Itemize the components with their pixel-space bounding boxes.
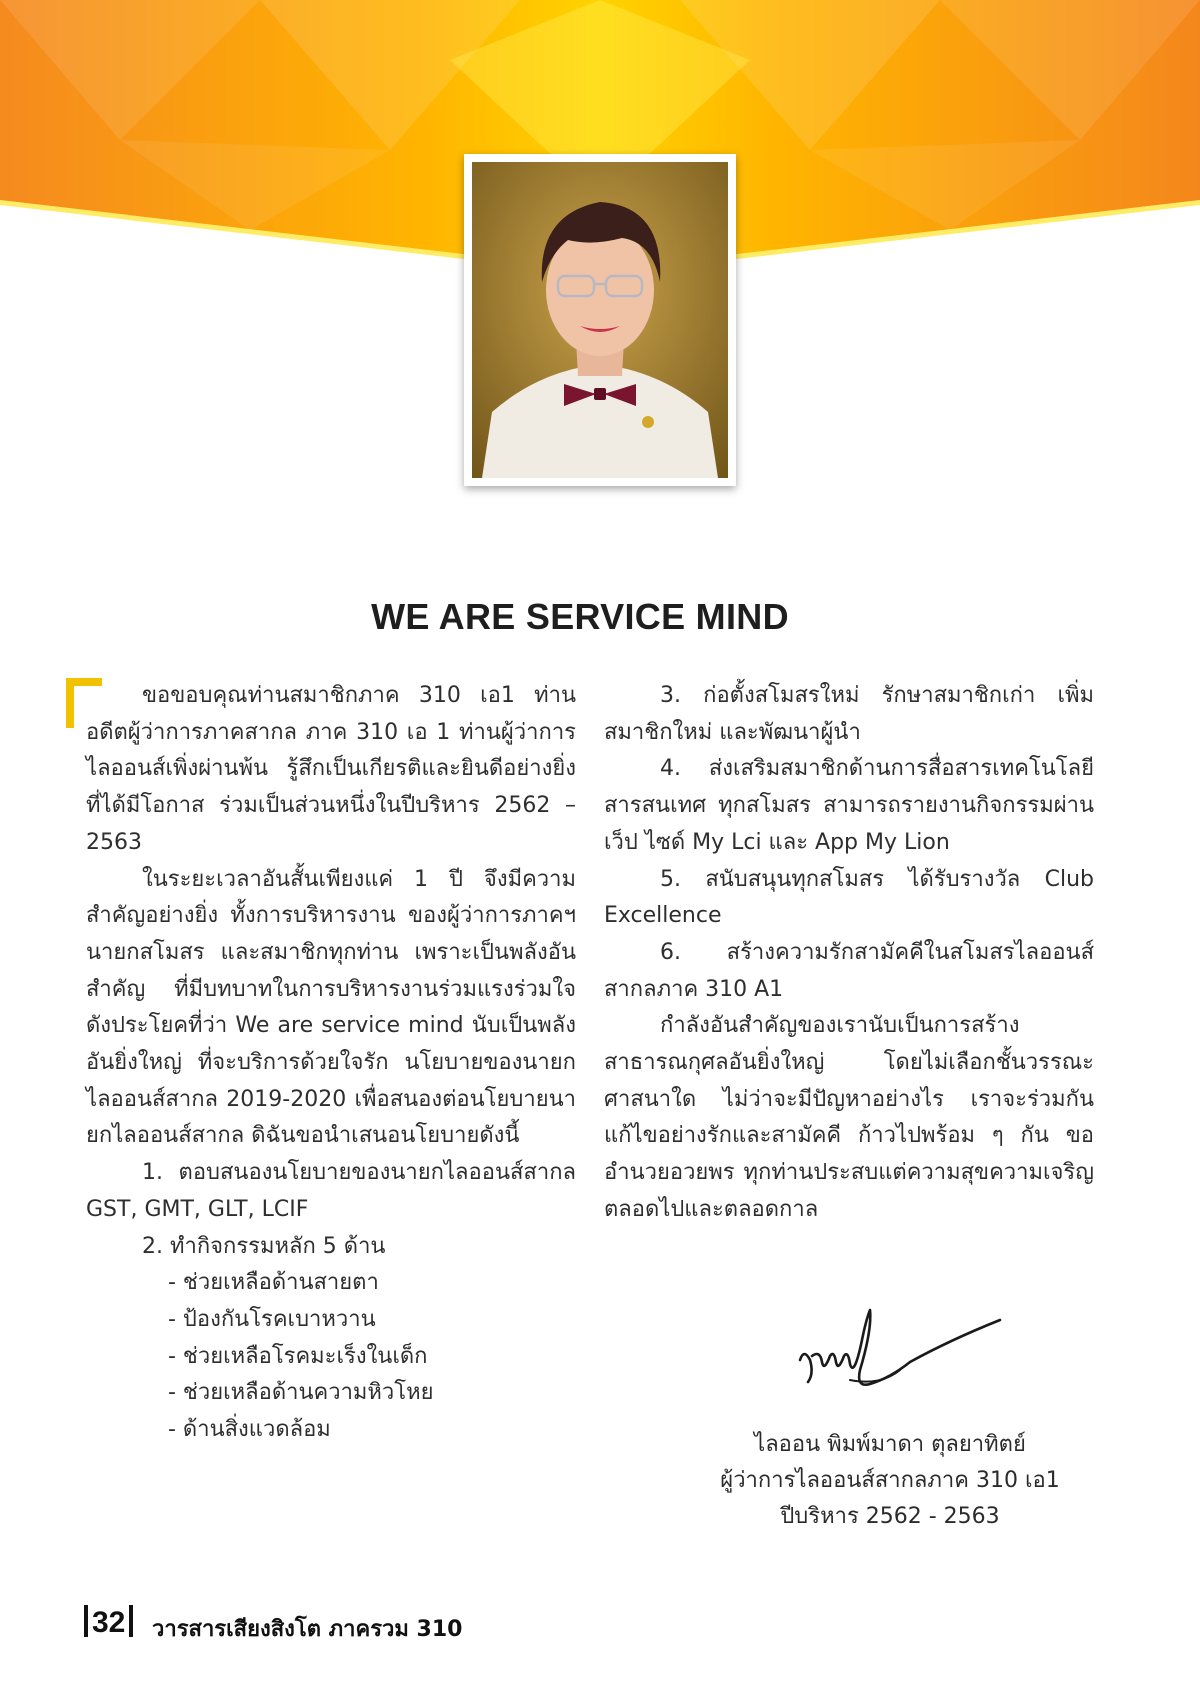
page-title: WE ARE SERVICE MIND xyxy=(371,596,789,637)
journal-name: วารสารเสียงสิงโต ภาครวม 310 xyxy=(152,1617,463,1642)
list-item: - ช่วยเหลือด้านสายตา xyxy=(168,1270,379,1296)
list-item: - ป้องกันโรคเบาหวาน xyxy=(168,1306,376,1332)
signer-position: ผู้ว่าการไลออนส์สากลภาค 310 เอ1 xyxy=(720,1468,1060,1493)
left-column xyxy=(86,678,576,1449)
list-item: - ด้านสิ่งแวดล้อม xyxy=(168,1417,331,1443)
paragraph: ขอขอบคุณท่านสมาชิกภาค 310 เอ1 ท่านอดีตผู้ว่าการภาคสากล ภาค 310 เอ 1 ท่านผู้ว่าการไลออนส์เพิ่งผ่านพ้น รู้สึกเป็นเกียรติและยินดีอย่างยิ่ง ที่ได้มีโอกาส ร่วมเป็นส่วนหนึ่งในปีบริหาร 2562 – 2563 xyxy=(86,683,576,855)
page-number xyxy=(80,1605,137,1640)
portrait-frame xyxy=(464,154,736,486)
page-number-value: 32 xyxy=(92,1606,126,1639)
signer-term: ปีบริหาร 2562 - 2563 xyxy=(780,1504,1000,1529)
list-item: - ช่วยเหลือโรคมะเร็งในเด็ก xyxy=(168,1343,428,1369)
divider xyxy=(84,1605,88,1637)
signer-name: ไลออน พิมพ์มาดา ตุลยาทิตย์ xyxy=(754,1432,1026,1457)
divider xyxy=(129,1605,133,1637)
paragraph: กำลังอันสำคัญของเรานับเป็นการสร้างสาธารณกุศลอันยิ่งใหญ่ โดยไม่เลือกชั้นวรรณะ ศาสนาใด ไม่ว่าจะมีปัญหาอย่างไร เราจะร่วมกันแก้ไขอย่างรักและสามัคคี ก้าวไปพร้อม ๆ กัน ขออำนวยอวยพร ทุกท่านประสบแต่ความสุขความเจริญ ตลอดไปและตลอดกาล xyxy=(604,1013,1094,1222)
policy-item: 5. สนับสนุนทุกสโมสร ได้รับรางวัล Club Excellence xyxy=(604,866,1094,929)
policy-item: 4. ส่งเสริมสมาชิกด้านการสื่อสารเทคโนโลยีสารสนเทศ ทุกสโมสร สามารถรายงานกิจกรรมผ่านเว็ป ไซด์ My Lci และ App My Lion xyxy=(604,756,1094,855)
policy-item: 3. ก่อตั้งสโมสรใหม่ รักษาสมาชิกเก่า เพิ่ม สมาชิกใหม่ และพัฒนาผู้นำ xyxy=(604,683,1094,745)
policy-item: 1. ตอบสนองนโยบายของนายกไลออนส์สากล GST, GMT, GLT, LCIF xyxy=(86,1160,576,1222)
policy-item: 2. ทำกิจกรรมหลัก 5 ด้าน xyxy=(142,1233,386,1259)
paragraph: ในระยะเวลาอันสั้นเพียงแค่ 1 ปี จึงมีความสำคัญอย่างยิ่ง ทั้งการบริหารงาน ของผู้ว่าการภาคฯ นายกสโมสร และสมาชิกทุกท่าน เพราะเป็นพลังอันสำคัญ ที่มีบทบาทในการบริหารงานร่วมแรงร่วมใจดังประโยคที่ว่า We are service mind นับเป็นพลังอันยิ่งใหญ่ ที่จะบริการด้วยใจรัก นโยบายของนายกไลออนส์สากล 2019-2020 เพื่อสนองต่อนโยบายนายกไลออนส์สากล ดิฉันขอนำเสนอนโยบายดังนี้ xyxy=(86,866,576,1149)
list-item: - ช่วยเหลือด้านความหิวโหย xyxy=(168,1380,434,1406)
policy-item: 6. สร้างความรักสามัคคีในสโมสรไลออนส์สากลภาค 310 A1 xyxy=(604,939,1094,1002)
signature-icon xyxy=(790,1300,1010,1420)
right-column xyxy=(604,678,1094,1229)
portrait-photo-icon xyxy=(472,162,728,478)
